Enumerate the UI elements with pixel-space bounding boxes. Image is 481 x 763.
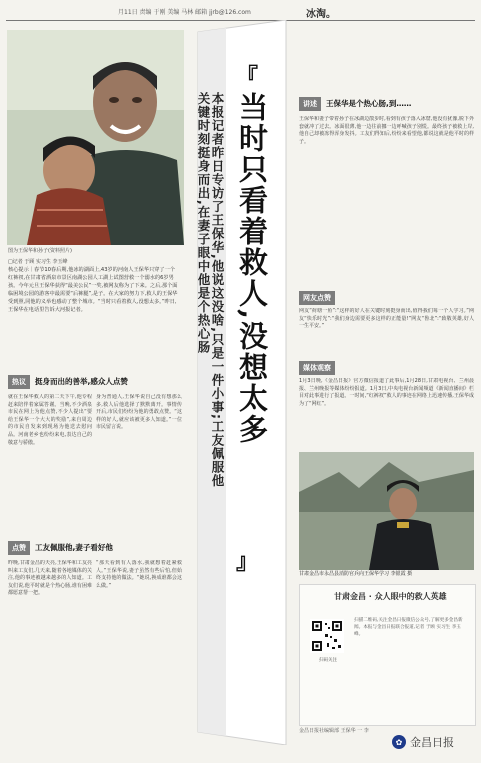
masthead-corner: 冰淘。 [306, 9, 336, 20]
promo-box [299, 584, 476, 726]
photo-caption: 图为王保华和孙子(资料照片) [8, 248, 72, 254]
grandfather-grandson-photo [7, 30, 184, 245]
section-heading-story [299, 96, 411, 111]
wechat-logo-icon: ✿ [392, 735, 406, 749]
firefighter-photo [299, 452, 474, 570]
section-heading-praise [8, 540, 113, 555]
article-column: “那天看到有人落水,我就想着赶紧救人。”王保华说,妻子虽然有些后怕,但始终支持他的做法。“她说,换成谁都会这么做。” [96, 560, 182, 589]
article-column: 昨晚,甘肃金昌的天亮,王保华和工友亮叫来工友们,几天来,随着各地媒体的关注,他的事迹被越来越多的人知道。工友们说,他平时就是个热心肠,谁有困难都愿意帮一把。 [8, 560, 92, 597]
promo-title: 甘肃金昌 · 众人眼中的救人英雄 [334, 592, 447, 601]
section-title: 王保华是个热心肠,到…… [326, 99, 412, 108]
promo-text: 扫描二维码,关注金昌日报微信公众号,了解更多金昌新闻。本报与金昌日报联合报道,记者 于顾 实习生 李玉峰。 [354, 618, 463, 637]
footer-note: 金昌日报社编辑部 王保华 一 李 [299, 728, 369, 734]
watermark-label: 金昌日报 [410, 736, 454, 749]
qr-code-icon[interactable] [310, 619, 344, 653]
section-heading-netizens [299, 290, 335, 305]
section-tag: 网友点赞 [299, 291, 335, 305]
section-title: 工友佩服他,妻子看好他 [35, 543, 113, 552]
sub-headline: 本报记者昨日专访了王保华,他说这没啥,只是一件小事;工友佩服他关键时刻挺身而出,在妻子眼中他是个热心肠 [196, 92, 225, 488]
photo-caption: 甘肃金昌市永昌县消防官兵向王保华学习 李银霞 摄 [299, 571, 413, 577]
section-tag: 讲述 [299, 97, 321, 111]
byline: □记者 于顾 实习生 李玉峰 [8, 259, 68, 265]
masthead [0, 4, 481, 20]
section-heading-hot [8, 374, 128, 389]
section-tag: 媒体观察 [299, 361, 335, 375]
article-column: 就在王保华救人的第二天下午,他专程赶来陪伴着家属答谢。当晚,不少酒泉市民在网上为他点赞,不少人提出“要给王保华一个大大的奖励”,来自周边的市民自发来到现场为他送去慰问品。河南老乡也纷纷来电,表达自己的敬意与骄傲。 [8, 394, 92, 446]
article-column: 网友“荷塘一鱼”:“这样的好人在关键时刻挺身而出,值得我们每一个人学习。”网友“快乐时光”:“我们身边需要更多这样的正能量!”网友“鲁北”:“致敬英雄,好人一生平安。” [299, 308, 474, 330]
masthead-meta: 月11日 责编 于刚 美编 马林 邮箱 jjrb@126.com [118, 9, 251, 16]
article-column: 王保华和妻子带着孙子在冰湖边散步时,看到有孩子落入冰窟,他没有犹豫,脱下外套就冲了过去。冰面很薄,他一边往前挪一边呼喊孩子别慌。最终孩子被救上岸,他自己却被冻得浑身发抖。工友们得知后,纷纷来看望他,都说这就是他平时的样子。 [299, 116, 474, 145]
intro-paragraph: 核心提示｜春节10春后期,他冰的湖面上,43岁的河南人王保华只穿了一个红裤衩,在甘肃省酒泉市景区南湖公园人工湖上试图营救一个溺水的6岁男孩。今年元旦王保华获得“最美公民”一奖,被网友称为了下来。之后,那个面临困境公园的游客中最需要“后裤腿”,是子。在大家的努力下,救人的王保华受到照,同他的义举也感动了整个城市。“当时只看着救人,没想太多。”昨日,王保华在电话里告诉大河报记者。 [8, 267, 178, 313]
section-tag: 点赞 [8, 541, 30, 555]
close-quote-mark: 』 [236, 549, 259, 575]
article-column: 1月3日晚,《金昌日报》官方微信报道了此事后,1月28日,甘肃电视台、兰州晨报、兰州晚报等媒体纷纷报道。1月3日,中央电视台新闻频道《新闻直播间》栏目对此事进行了报道。一时间,“红裤衩”救人的事迹在网络上迅速传播,王保华成为了“网红”。 [299, 378, 474, 407]
article-column: 身为普通人,王保华说自己没有想那么多,救人后他选择了默默离开。事情传开后,市民们纷纷为他的勇敢点赞。“这样的好人,就应该被更多人知道。”一位市民留言说。 [96, 394, 182, 431]
section-heading-media [299, 360, 335, 375]
section-title: 挺身而出的善举,感众人点赞 [35, 377, 128, 386]
qr-label: 扫码关注 [319, 658, 337, 663]
section-tag: 热议 [8, 375, 30, 389]
main-headline: 当时只看着救人,没想太多 [235, 92, 269, 446]
open-quote-mark: 『 [236, 64, 259, 90]
watermark [392, 734, 454, 750]
